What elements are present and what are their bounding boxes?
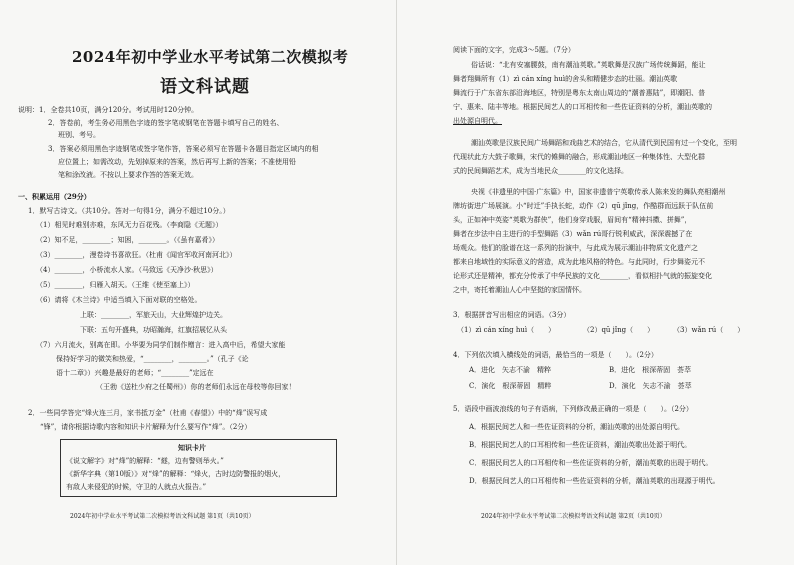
- exam-subtitle: 语文科试题: [160, 77, 250, 97]
- q1-line-2: （2）知不足，________；知困，________。（《虽有嘉肴》）: [36, 236, 219, 244]
- q1-line-4: （4）________，小桥流水人家。（马致远《天净沙·秋思》）: [36, 266, 218, 274]
- exam-title: 2024年初中学业水平考试第二次模拟考: [72, 48, 349, 66]
- q4-option-d: D．演化 矢志不渝 荟萃: [609, 382, 692, 390]
- card-line-1: 《说文解字》对“烽”的解释：“燧，边有警则举火。”: [66, 457, 224, 465]
- para1-line-1: 俗话说：“北有安塞腰鼓，南有潮汕英歌。”英歌舞是汉族广场传统舞蹈，能让: [471, 61, 706, 69]
- question-1: 1．默写古诗文。（共10分。答对一句得1分，满分不超过10分。）: [28, 207, 230, 215]
- card-title: 知识卡片: [178, 443, 206, 452]
- para3-line-6: 都来自地域性的实际意义的营造，成为此地风格的特色。与此同时，行步舞姿元不: [453, 258, 705, 266]
- q1-line-10: 保持好学习的微笑和热爱，“________，________。”（孔子《论: [56, 355, 249, 363]
- q4-option-a: A．进化 矢志不渝 精粹: [469, 366, 552, 374]
- question-3: 3．根据拼音写出相应的词语。（3分）: [453, 311, 571, 319]
- question-2: 2．一些同学答完“烽火连三月，家书抵万金”（杜甫《春望》）中的“烽”误写成: [28, 409, 268, 417]
- para3-line-2: 牌坊街进广场展演。小“时迁”手执长蛇，动作（2）qū jǐng，作酷群而远跃于队伍前: [453, 202, 714, 210]
- note-5: 应位置上；如需改动，先划掉原来的答案，然后再写上新的答案；不准使用铅: [58, 158, 296, 166]
- para2-line-1: 潮汕英歌是汉族民间广场舞蹈和戏曲艺术的结合，它从清代到民国有过一个变化，至明: [471, 139, 737, 147]
- para3-line-4: 舞者在步法中自主进行的手型舞蹈（3）wǎn rú哥行锐利威武，深深震撼了在: [453, 230, 693, 238]
- q5-option-d: D．根据民间艺人的口耳相传和一些佐证资料的分析，潮汕英歌的出现源于明代。: [469, 477, 720, 485]
- q1-line-8: 下联：五句开盛典，功昭瀚海，红旗招展忆从头: [80, 326, 227, 334]
- note-6: 笔和涂改液。不按以上要求作答的答案无效。: [58, 171, 198, 179]
- q4-option-c: C．演化 根深蒂固 精粹: [469, 382, 552, 390]
- note-3: 班别、考号。: [58, 131, 100, 139]
- q1-line-7: 上联：________，军旅天山，大业辉煌护边关。: [80, 311, 227, 319]
- para3-line-3: 头，正如神中英姿“英歌为群侠”，他们身穿戏服，眉间有“精神抖擞、拼舞”，: [453, 216, 692, 224]
- q4-option-b: B．进化 根深蒂固 荟萃: [609, 366, 692, 374]
- para3-line-5: 场观众。他们的脸谱在这一系列的扮演中，与此成为展示潮汕非物质文化遗产之: [453, 244, 698, 252]
- q3-item-2: （2）qū jǐng（ ）: [583, 326, 655, 334]
- page-2: [397, 0, 794, 565]
- card-line-2: 《新华字典（第10版）》对“烽”的解释：“烽火，古时边防警报的烟火，: [66, 470, 286, 478]
- q1-line-1: （1）相见时难别亦难，东风无力百花残。（李商隐《无题》）: [36, 221, 223, 229]
- q1-line-5: （5）________，归雁入胡天。（王维《使至塞上》）: [36, 281, 195, 289]
- para1-line-2: 舞者翔舞所有（1）zì cán xíng huì的舍头和精健步态的壮丽。潮汕英歌: [453, 75, 678, 83]
- q1-line-9: （7）六月流火，别离在即。小华要为同学们制作赠言：进入高中后，希望大家能: [36, 341, 286, 349]
- q5-option-b: B．根据民间艺人的口耳相传和一些佐证资料，潮汕英歌出处源于明代。: [469, 441, 692, 449]
- question-4: 4．下列依次填入横线处的词语，最恰当的一项是（ ）。（2分）: [453, 351, 658, 359]
- para2-line-3: 式的民间舞蹈艺术，成为当地民众________的文化选择。: [453, 167, 628, 175]
- q1-line-3: （3）________，漫卷诗书喜欲狂。（杜甫《闻官军收河南河北》）: [36, 251, 237, 259]
- note-2: 2．答卷前，考生务必用黑色字迹的签字笔或钢笔在答题卡填写自己的姓名、: [48, 119, 284, 127]
- q1-line-11: 语十二章》）兴趣是最好的老师；“________”定远在: [56, 369, 214, 377]
- q5-option-a: A．根据民间艺人和一些佐证资料的分析，潮汕英歌的出处源自明代。: [469, 423, 685, 431]
- note-4: 3．答案必须用黑色字迹钢笔或签字笔作答，答案必须写在答题卡各题目指定区域内的相: [48, 145, 319, 153]
- para1-line-5: 出处源自明代。: [453, 117, 502, 125]
- q1-line-12: （王勃《送杜少府之任蜀州》）你的老师们永远在母校等你回家！: [96, 383, 296, 391]
- q1-line-6: （6）请将《木兰诗》中适当填入下面对联的空格处。: [36, 296, 202, 304]
- note-1: 说明：1．全卷共10页，满分120分。考试用时120分钟。: [18, 106, 199, 114]
- section-heading: 一、积累运用（29分）: [18, 192, 91, 201]
- q5-option-c: C．根据民间艺人的口耳相传和一些佐证资料的分析，潮汕英歌的出现于明代。: [469, 459, 713, 467]
- question-2-cont: “锋”，请你根据诗歌内容和知识卡片解释为什么要写作“烽”。（2分）: [40, 423, 252, 431]
- para2-line-2: 代现状此方大鼓子歌舞，宋代的傩舞的融合，形成潮汕地区一种集体性、大型化群: [453, 153, 705, 161]
- reading-intro: 阅读下面的文字，完成3～5题。（7分）: [453, 46, 575, 54]
- para3-line-7: 论形式还是精神，都充分传承了中华民族的文化________，看似相扑气就的振旋变化: [453, 272, 712, 280]
- page-2-footer: 2024年初中学业水平考试第二次模拟考语文科试题 第2页（共10页）: [481, 513, 666, 520]
- para1-line-4: 宁、惠来、陆丰等地。根据民间艺人的口耳相传和一些佐证资料的分析，潮汕英歌的: [453, 103, 712, 111]
- para3-line-8: 之中，寄托着潮汕人心中坚挺的家国情怀。: [453, 286, 586, 294]
- q3-item-1: （1）zì cán xíng huì（ ）: [457, 326, 556, 334]
- card-line-3: 有敌人来侵犯的时候，守卫的人就点火报告。”: [66, 483, 207, 491]
- para1-line-3: 舞流行于广东省东部沿海地区，特别是粤东太南山周边的“潮普惠陆”，即潮阳、普: [453, 89, 706, 97]
- para3-line-1: 央视《非遗里的中国·广东篇》中，国家非遗普宁英歌传承人陈来发的舞队亮相潮州: [471, 188, 726, 196]
- question-5: 5．语段中画波浪线的句子有语病，下列修改最正确的一项是（ ）。（2分）: [453, 405, 693, 413]
- q3-item-3: （3）wǎn rú（ ）: [673, 326, 745, 334]
- page-1-footer: 2024年初中学业水平考试第二次模拟考语文科试题 第1页（共10页）: [70, 513, 255, 520]
